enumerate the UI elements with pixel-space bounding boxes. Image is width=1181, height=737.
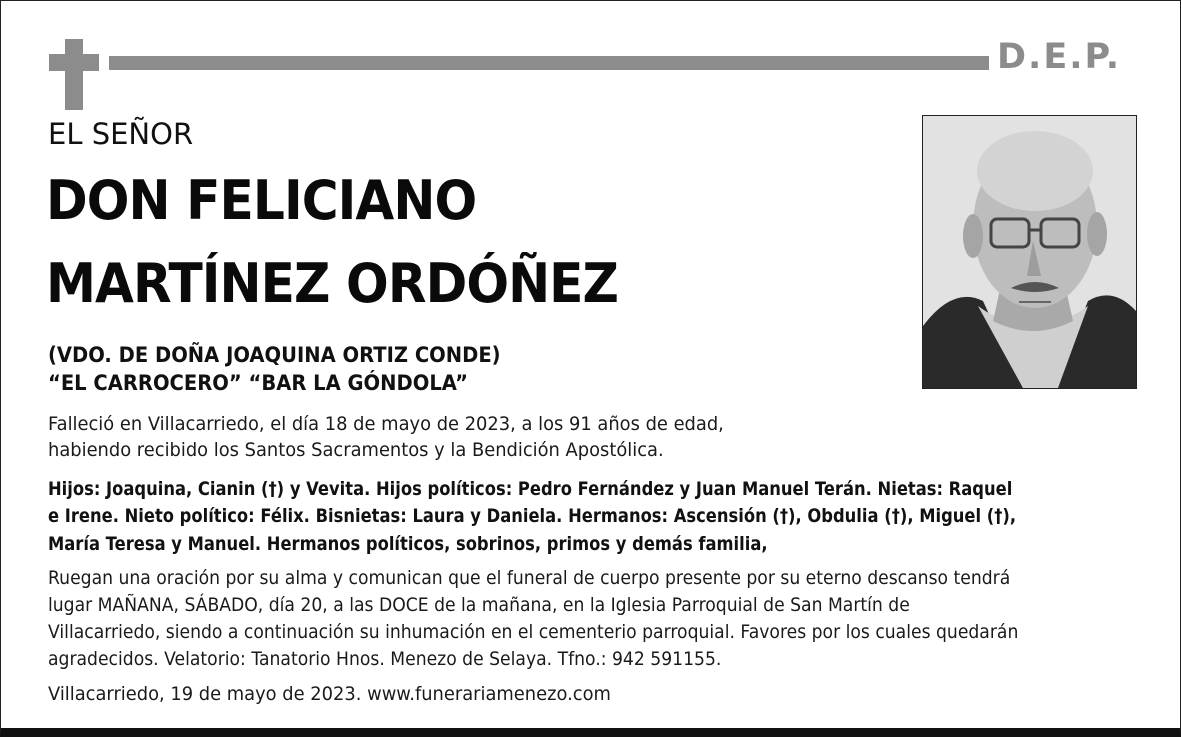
- death-notice-line1: Falleció en Villacarriedo, el día 18 de mayo de 2023, a los 91 años de edad,: [48, 413, 724, 435]
- signoff: Villacarriedo, 19 de mayo de 2023. www.funerariamenezo.com: [48, 683, 611, 705]
- deceased-name-line1: DON FELICIANO: [46, 169, 477, 232]
- family-line3: María Teresa y Manuel. Hermanos políticos, sobrinos, primos y demás familia,: [48, 533, 768, 555]
- widower-of: (VDO. DE DOÑA JOAQUINA ORTIZ CONDE): [48, 343, 501, 367]
- cross-vertical-bar: [65, 39, 83, 110]
- funeral-line3: Villacarriedo, siendo a continuación su inhumación en el cementerio parroquial. Favores por los cuales quedarán: [48, 621, 1019, 643]
- pre-title: EL SEÑOR: [48, 117, 194, 151]
- funeral-line4: agradecidos. Velatorio: Tanatorio Hnos. Menezo de Selaya. Tfno.: 942 591155.: [48, 648, 722, 670]
- header-rule: [109, 56, 989, 70]
- funeral-line2: lugar MAÑANA, SÁBADO, día 20, a las DOCE de la mañana, en la Iglesia Parroquial de San Martín de: [48, 594, 910, 616]
- funeral-line1: Ruegan una oración por su alma y comunican que el funeral de cuerpo presente por su eterno descanso tendrá: [48, 567, 1011, 589]
- portrait-photo: [922, 115, 1137, 389]
- portrait-placeholder: [923, 116, 1136, 388]
- death-notice-line2: habiendo recibido los Santos Sacramentos y la Bendición Apostólica.: [48, 439, 664, 461]
- dep-label: D.E.P.: [997, 37, 1122, 77]
- deceased-name-line2: MARTÍNEZ ORDÓÑEZ: [46, 252, 619, 315]
- cross-horizontal-bar: [49, 54, 99, 71]
- nicknames: “EL CARROCERO” “BAR LA GÓNDOLA”: [48, 371, 468, 395]
- family-line1: Hijos: Joaquina, Cianin (†) y Vevita. Hijos políticos: Pedro Fernández y Juan Manuel Terán. Nietas: Raquel: [48, 478, 1013, 500]
- family-line2: e Irene. Nieto político: Félix. Bisnietas: Laura y Daniela. Hermanos: Ascensión (†), Obdulia (†), Miguel (†),: [48, 505, 1017, 527]
